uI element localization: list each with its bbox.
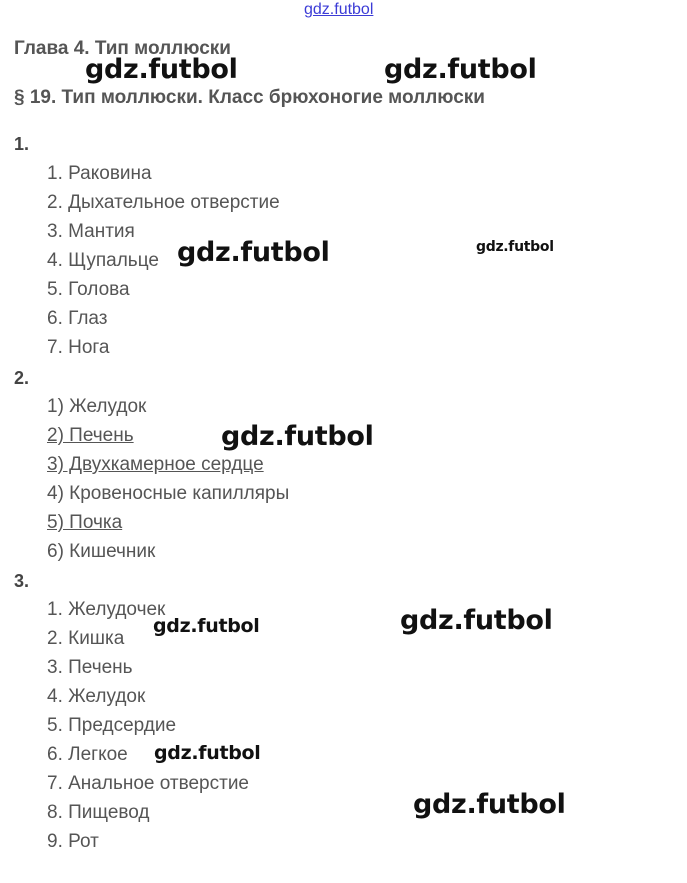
watermark-text: gdz.futbol <box>400 605 553 636</box>
list-item: 6) Кишечник <box>47 541 156 562</box>
task-number: 1. <box>14 134 30 154</box>
watermark-text: gdz.futbol <box>85 54 238 85</box>
watermark-text: gdz.futbol <box>221 421 374 452</box>
list-item: 5. Голова <box>47 279 130 300</box>
watermark-text: gdz.futbol <box>413 789 566 820</box>
task-number: 2. <box>14 368 30 388</box>
task-number: 3. <box>14 571 30 591</box>
chapter-title: Глава 4. Тип моллюски <box>14 38 231 59</box>
list-item: 3. Мантия <box>47 221 135 242</box>
watermark-text: gdz.futbol <box>154 742 261 764</box>
watermark-text: gdz.futbol <box>177 237 330 268</box>
list-item: 7. Анальное отверстие <box>47 773 249 794</box>
list-item-underlined: 2) Печень <box>47 425 134 446</box>
watermark-text: gdz.futbol <box>153 615 260 637</box>
list-item: 1. Желудочек <box>47 599 166 620</box>
list-item: 4) Кровеносные капилляры <box>47 483 290 504</box>
list-item: 4. Щупальце <box>47 250 159 271</box>
list-item: 6. Глаз <box>47 308 108 329</box>
watermark-text: gdz.futbol <box>476 239 554 255</box>
list-item: 3. Печень <box>47 657 133 678</box>
list-item: 9. Рот <box>47 831 99 852</box>
list-item: 1. Раковина <box>47 163 152 184</box>
list-item: 7. Нога <box>47 337 110 358</box>
list-item: 4. Желудок <box>47 686 146 707</box>
top-watermark-link[interactable]: gdz.futbol <box>304 1 374 18</box>
watermark-text: gdz.futbol <box>384 54 537 85</box>
list-item: 1) Желудок <box>47 396 147 417</box>
list-item-underlined: 5) Почка <box>47 512 123 533</box>
list-item: 6. Легкое <box>47 744 128 765</box>
list-item: 2. Кишка <box>47 628 125 649</box>
list-item: 5. Предсердие <box>47 715 177 736</box>
section-title: § 19. Тип моллюски. Класс брюхоногие моллюски <box>14 87 485 108</box>
list-item: 2. Дыхательное отверстие <box>47 192 280 213</box>
list-item: 8. Пищевод <box>47 802 150 823</box>
list-item-underlined: 3) Двухкамерное сердце <box>47 454 264 475</box>
